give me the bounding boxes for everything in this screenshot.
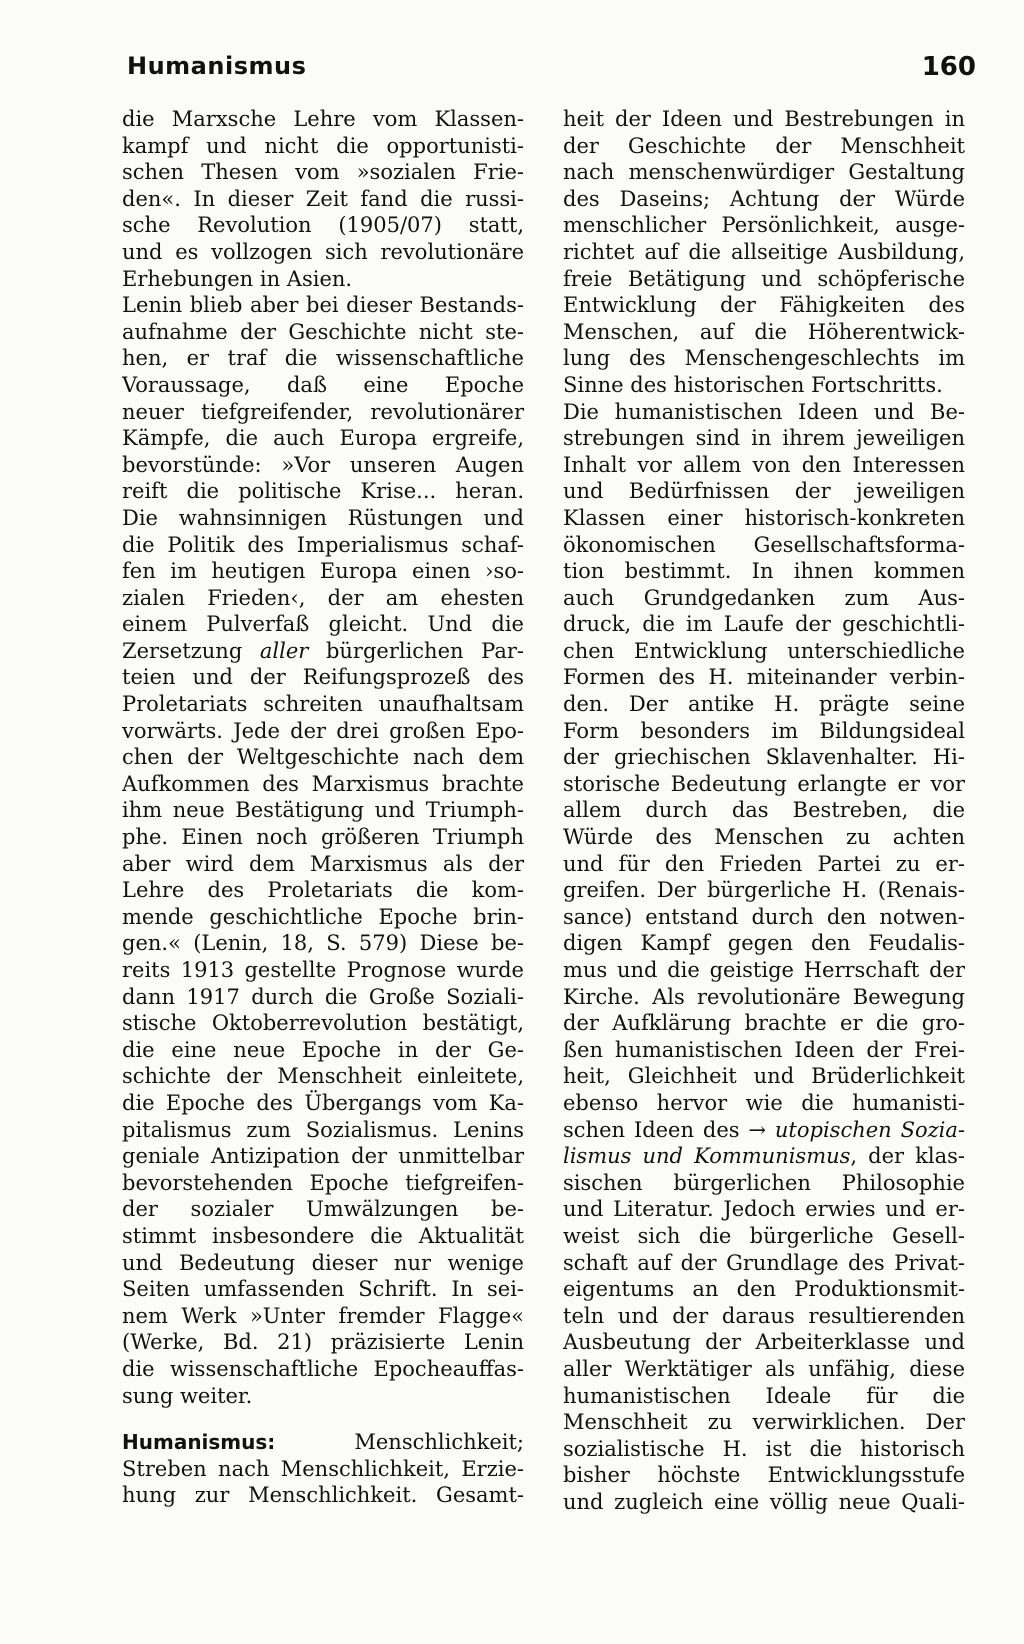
text-line: der Geschichte der Menschheit [563,133,965,158]
text-span: bürgerlichen Par- [308,638,524,663]
text-line: neuer tiefgreifender, revolutionärer [122,399,524,424]
text-line: und Literatur. Jedoch erwies und er- [563,1197,965,1222]
text-line: pitalismus zum Sozialismus. Lenins [122,1117,524,1142]
text-line: freie Betätigung und schöpferische [563,266,965,291]
text-line: Klassen einer historisch-konkreten [563,505,965,530]
text-line: bisher höchste Entwicklungsstufe [563,1463,965,1488]
text-line: dann 1917 durch die Große Soziali- [122,984,524,1009]
text-line: ßen humanistischen Ideen der Frei- [563,1037,965,1062]
text-line: fen im heutigen Europa einen ›so- [122,559,524,584]
text-line: Seiten umfassenden Schrift. In sei- [122,1277,524,1302]
text-line: teien und der Reifungsprozeß des [122,665,524,690]
text-line: humanistischen Ideale für die [563,1383,965,1408]
entry-first-line [122,1429,524,1456]
text-span: Zersetzung [122,638,260,663]
text-line: schichte der Menschheit einleitete, [122,1064,524,1089]
text-line: Sinne des historischen Fortschritts. [563,372,943,397]
text-line: die Epoche des Übergangs vom Ka- [122,1090,524,1115]
text-span: , der klas- [850,1144,965,1169]
text-line: und zugleich eine völlig neue Quali- [563,1489,965,1514]
text-line: gen.« (Lenin, 18, S. 579) Diese be- [122,931,524,956]
text-line: bevorstünde: »Vor unseren Augen [122,452,524,477]
text-line: reits 1913 gestellte Prognose wurde [122,958,524,982]
text-span: Menschlichkeit; [354,1430,524,1455]
text-line: Inhalt vor allem von den Interessen [563,452,965,477]
text-line: nem Werk »Unter fremder Flagge« [122,1303,524,1328]
text-line: sung weiter. [122,1383,253,1408]
text-line: der sozialer Umwälzungen be- [122,1197,524,1222]
text-line: strebungen sind in ihrem jeweiligen [563,426,965,451]
text-line: schaft auf der Grundlage des Privat- [563,1250,965,1275]
text-line: chen Entwicklung unterschiedliche [563,638,965,663]
text-line: weist sich die bürgerliche Gesell- [563,1223,965,1248]
text-line: kampf und nicht die opportunisti- [122,133,524,158]
text-line: lung des Menschengeschlechts im [563,346,965,371]
text-line: vorwärts. Jede der drei großen Epo- [122,718,524,743]
text-line: ebenso hervor wie die humanisti- [563,1090,965,1115]
text-line: tion bestimmt. In ihnen kommen [563,559,965,584]
text-line: Menschheit zu verwirklichen. Der [563,1410,965,1435]
text-line: mus und die geistige Herrschaft der [563,958,965,982]
text-line: die wissenschaftliche Epocheauffas- [122,1356,524,1381]
emphasis-text: lismus und Kommunismus [563,1144,851,1169]
text-line: Kirche. Als revolutionäre Bewegung [563,984,965,1009]
text-line: stische Oktoberrevolution bestätigt, [122,1011,524,1036]
text-line: und Bedeutung dieser nur wenige [122,1250,524,1275]
text-line: allem durch das Bestreben, die [563,798,965,823]
text-line: Erhebungen in Asien. [122,266,353,291]
text-line: Formen des H. miteinander verbin- [563,665,965,690]
text-line: aller Werktätiger als unfähig, diese [563,1356,965,1381]
text-line: bevorstehenden Epoche tiefgreifen- [122,1170,524,1195]
text-line: Ausbeutung der Arbeiterklasse und [563,1330,965,1355]
text-line: die Politik des Imperialismus schaf- [122,532,524,557]
text-line: teln und der daraus resultierenden [563,1303,965,1328]
right-column [563,106,965,1515]
text-line: und es vollzogen sich revolutionäre [122,239,524,264]
text-line: stimmt insbesondere die Aktualität [122,1223,524,1248]
text-line: digen Kampf gegen den Feudalis- [563,931,965,956]
text-line: Kämpfe, die auch Europa ergreife, [122,426,524,451]
text-line: den. Der antike H. prägte seine [563,692,965,717]
text-line [563,1117,965,1144]
text-line: Form besonders im Bildungsideal [563,718,965,743]
text-line: der griechischen Sklavenhalter. Hi- [563,745,965,770]
text-line [563,1143,965,1170]
text-line: phe. Einen noch größeren Triumph [122,825,524,850]
text-line: mende geschichtliche Epoche brin- [122,904,524,929]
emphasis-text: utopischen Sozia- [766,1117,965,1142]
text-line: auch Grundgedanken zum Aus- [563,585,965,610]
text-line: Voraussage, daß eine Epoche [122,372,524,397]
page-number: 160 [921,52,976,82]
text-line: ökonomischen Gesellschaftsforma- [563,532,965,557]
text-line: ihm neue Bestätigung und Triumph- [122,798,524,823]
text-line [122,638,524,665]
text-line: Die wahnsinnigen Rüstungen und [122,505,524,530]
text-line: der Aufklärung brachte er die gro- [563,1011,965,1036]
text-line: reift die politische Krise... heran. [122,479,524,504]
text-line: Lenin blieb aber bei dieser Bestands- [122,293,524,318]
left-column [122,106,524,1509]
text-line: sischen bürgerlichen Philosophie [563,1170,965,1195]
arrow-icon: → [748,1117,767,1142]
text-line: einem Pulverfaß gleicht. Und die [122,612,524,637]
text-line: Menschen, auf die Höherentwick- [563,319,965,344]
text-line: druck, die im Laufe der geschichtli- [563,612,965,637]
text-span: schen Ideen des [563,1117,749,1142]
text-line: und Bedürfnissen der jeweiligen [563,479,965,504]
text-line: (Werke, Bd. 21) präzisierte Lenin [122,1330,524,1355]
entry-lines [122,1456,524,1509]
text-line: den«. In dieser Zeit fand die russi- [122,186,524,211]
text-line: sche Revolution (1905/07) statt, [122,213,524,238]
text-line: chen der Weltgeschichte nach dem [122,745,524,770]
right-paragraph-lines-b [563,1170,965,1516]
text-line: Entwicklung der Fähigkeiten des [563,293,965,318]
text-line: Die humanistischen Ideen und Be- [563,399,965,424]
text-line: storische Bedeutung erlangte er vor [563,771,965,796]
text-line: Lehre des Proletariats die kom- [122,878,524,903]
text-line: Aufkommen des Marxismus brachte [122,771,524,796]
text-line: Streben nach Menschlichkeit, Erzie- [122,1456,524,1481]
text-line: sozialistische H. ist die historisch [563,1436,965,1461]
text-line: eigentums an den Produktionsmit- [563,1277,965,1302]
left-paragraph-lines-a [122,106,524,638]
entry-headword: Humanismus: [122,1430,276,1455]
text-line: die eine neue Epoche in der Ge- [122,1037,524,1062]
text-line: und für den Frieden Partei zu er- [563,851,965,876]
running-head-title: Humanismus [127,52,307,80]
text-line: sance) entstand durch den notwen- [563,904,965,929]
left-paragraph-lines-b [122,664,524,1409]
text-line: des Daseins; Achtung der Würde [563,186,965,211]
text-line: richtet auf die allseitige Ausbildung, [563,239,965,264]
text-line: Würde des Menschen zu achten [563,825,965,850]
text-line: nach menschenwürdiger Gestaltung [563,160,965,185]
text-line: hung zur Menschlichkeit. Gesamt- [122,1483,524,1508]
text-line: Proletariats schreiten unaufhaltsam [122,692,524,717]
text-line: hen, er traf die wissenschaftliche [122,346,524,371]
text-line: heit der Ideen und Bestrebungen in [563,107,965,131]
text-line: greifen. Der bürgerliche H. (Renais- [563,878,965,903]
right-paragraph-lines-a [563,106,965,1117]
text-line: zialen Frieden‹, der am ehesten [122,585,524,610]
text-line: menschlicher Persönlichkeit, ausge- [563,213,965,238]
text-line: geniale Antizipation der unmittelbar [122,1144,524,1169]
text-line: schen Thesen vom »sozialen Frie- [122,160,524,185]
text-line: aufnahme der Geschichte nicht ste- [122,319,524,344]
text-line: die Marxsche Lehre vom Klassen- [122,107,524,131]
text-line: heit, Gleichheit und Brüderlichkeit [563,1064,965,1089]
text-line: aber wird dem Marxismus als der [122,851,524,876]
emphasis-text: aller [259,638,309,663]
